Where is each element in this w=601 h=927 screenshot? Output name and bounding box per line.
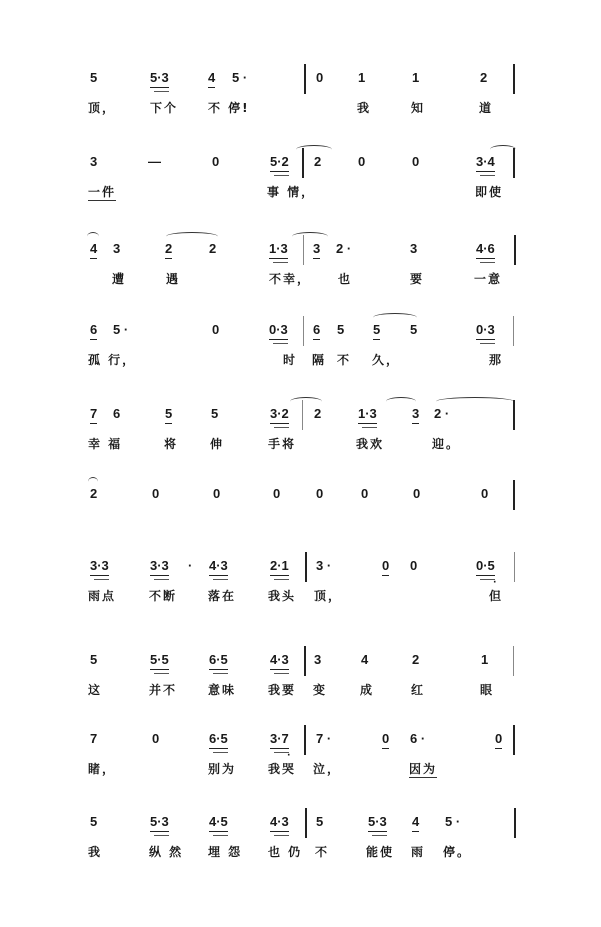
note: 0	[152, 486, 160, 501]
note: 1	[481, 652, 489, 667]
lyric: 我要	[268, 683, 297, 697]
note: 0	[481, 486, 489, 501]
note: 2	[412, 652, 420, 667]
lyric: 停。	[443, 845, 472, 859]
bar-line	[513, 725, 515, 755]
note: 6·5	[209, 652, 228, 670]
slur-tie	[436, 397, 514, 406]
note: 6	[90, 322, 97, 340]
score-system	[0, 406, 601, 476]
note: 4·3	[270, 652, 289, 670]
note: 5	[90, 814, 98, 829]
slur-tie	[296, 145, 332, 154]
lyric: 雨点	[88, 589, 117, 603]
score-system	[0, 652, 601, 722]
lyric: 时	[283, 353, 298, 367]
note: —	[148, 154, 161, 169]
note: 6	[113, 406, 121, 421]
lyric: 下个	[150, 101, 179, 115]
note: 3	[412, 406, 419, 424]
note: 3·3	[90, 558, 109, 576]
octave-dot: ·	[493, 578, 497, 588]
note: 2	[480, 70, 488, 85]
note: 7	[90, 731, 98, 746]
lyric: 但	[489, 589, 504, 603]
note: 0	[382, 731, 389, 749]
bar-line	[514, 552, 515, 582]
note: 0	[212, 322, 220, 337]
lyric: 埋 怨	[208, 845, 243, 859]
lyric: 即使	[475, 185, 504, 199]
lyric: 眼	[480, 683, 495, 697]
lyric: 落在	[208, 589, 237, 603]
note: 2	[314, 406, 322, 421]
note: 3 ·	[316, 558, 332, 573]
lyric: 手将	[268, 437, 297, 451]
bar-line	[304, 725, 306, 755]
note: 2 ·	[336, 241, 352, 256]
lyric: 顶，	[314, 589, 343, 603]
slur-tie	[87, 232, 99, 241]
note: 0	[410, 558, 418, 573]
lyric: 不	[315, 845, 330, 859]
note: 2	[165, 241, 172, 259]
note: 5·3	[150, 814, 169, 832]
lyric: 知	[411, 101, 426, 115]
slur-tie	[88, 477, 98, 486]
note: 2 ·	[434, 406, 450, 421]
bar-line	[514, 808, 516, 838]
note: 0	[382, 558, 389, 576]
lyric: 我哭	[268, 762, 297, 776]
note: 5	[165, 406, 172, 424]
score-system	[0, 486, 601, 556]
note: 5	[373, 322, 380, 340]
lyric: 不	[337, 353, 352, 367]
lyric: 不幸，	[269, 272, 312, 286]
note: 4·3	[270, 814, 289, 832]
note: 1·3	[269, 241, 288, 259]
note: 0	[413, 486, 421, 501]
lyric: 将	[164, 437, 179, 451]
note: 2	[90, 486, 98, 501]
note: 1	[358, 70, 366, 85]
note: 5	[316, 814, 324, 829]
note: 5	[211, 406, 219, 421]
note: 6 ·	[410, 731, 426, 746]
lyric: 变	[313, 683, 328, 697]
slur-tie	[373, 313, 417, 322]
lyric: 意味	[208, 683, 237, 697]
note: 0	[316, 70, 324, 85]
note: 0·3	[476, 322, 495, 340]
note: 1·3	[358, 406, 377, 424]
lyric: 因为	[409, 762, 438, 776]
note: 5 ·	[232, 70, 248, 85]
bar-line	[513, 480, 515, 510]
note: 4	[361, 652, 369, 667]
lyric: 能使	[366, 845, 395, 859]
lyric: 这	[88, 683, 103, 697]
slur-tie	[292, 232, 328, 241]
note: 5	[90, 652, 98, 667]
note: 2·1	[270, 558, 289, 576]
lyric: 孤 行，	[88, 353, 137, 367]
bar-line	[513, 646, 514, 676]
note: 5 ·	[113, 322, 129, 337]
lyric: 红	[411, 683, 426, 697]
lyric: 成	[360, 683, 375, 697]
note: 4·3	[209, 558, 228, 576]
lyric: 道	[479, 101, 494, 115]
score-system	[0, 70, 601, 140]
bar-line	[304, 646, 306, 676]
lyric: 要	[410, 272, 425, 286]
note: 3·4	[476, 154, 495, 172]
slur-tie	[166, 232, 218, 241]
score-system	[0, 814, 601, 884]
note: 3	[314, 652, 322, 667]
note: 7 ·	[316, 731, 332, 746]
lyric: 一件	[88, 185, 117, 199]
lyric: 睹，	[88, 762, 117, 776]
lyric: 隔	[312, 353, 327, 367]
note: 3	[313, 241, 320, 259]
note: 4·5	[209, 814, 228, 832]
note: 3	[410, 241, 418, 256]
lyric: 别为	[208, 762, 237, 776]
note: 5·3	[368, 814, 387, 832]
lyric: 泣，	[313, 762, 342, 776]
note: 5·2	[270, 154, 289, 172]
note: 0	[212, 154, 220, 169]
note: 2	[209, 241, 217, 256]
lyric: 我	[357, 101, 372, 115]
note: 3	[90, 154, 98, 169]
lyric: 雨	[411, 845, 426, 859]
note: 5·5	[150, 652, 169, 670]
note: 0·5	[476, 558, 495, 576]
note: 2	[314, 154, 322, 169]
lyric: 久，	[372, 353, 401, 367]
bar-line	[514, 235, 516, 265]
slur-tie	[386, 397, 416, 406]
lyric: 一意	[474, 272, 503, 286]
note: 4·6	[476, 241, 495, 259]
lyric: 遭	[112, 272, 127, 286]
lyric: 并不	[149, 683, 178, 697]
lyric: 事 情，	[267, 185, 316, 199]
score-system	[0, 322, 601, 392]
note: 0	[152, 731, 160, 746]
score-system	[0, 731, 601, 801]
note: 0	[213, 486, 221, 501]
note: 0	[316, 486, 324, 501]
lyric: 也 仍	[268, 845, 303, 859]
note: ·	[188, 558, 193, 573]
note: 3	[113, 241, 121, 256]
bar-line	[305, 808, 307, 838]
bar-line	[305, 552, 307, 582]
note: 0	[412, 154, 420, 169]
note: 3·3	[150, 558, 169, 576]
lyric: 那	[489, 353, 504, 367]
note: 7	[90, 406, 97, 424]
lyric: 不 停!	[208, 101, 250, 115]
lyric: 也	[338, 272, 353, 286]
lyric: 幸 福	[88, 437, 123, 451]
note: 5	[337, 322, 345, 337]
note: 1	[412, 70, 420, 85]
note: 3·7	[270, 731, 289, 749]
note: 6	[313, 322, 320, 340]
note: 5	[410, 322, 418, 337]
note: 4	[90, 241, 97, 259]
lyric: 纵 然	[149, 845, 184, 859]
lyric: 伸	[210, 437, 225, 451]
note: 0	[495, 731, 502, 749]
bar-line	[303, 316, 304, 346]
note: 4	[208, 70, 215, 88]
lyric: 顶，	[88, 101, 117, 115]
octave-dot: ·	[287, 751, 291, 761]
lyric: 我欢	[356, 437, 385, 451]
score-system	[0, 154, 601, 224]
note: 3·2	[270, 406, 289, 424]
note: 5 ·	[445, 814, 461, 829]
note: 0	[273, 486, 281, 501]
note: 6·5	[209, 731, 228, 749]
score-system	[0, 558, 601, 628]
note: 4	[412, 814, 419, 832]
bar-line	[513, 316, 514, 346]
lyric: 我	[88, 845, 103, 859]
lyric: 迎。	[432, 437, 461, 451]
lyric: 遇	[166, 272, 181, 286]
note: 0	[361, 486, 369, 501]
bar-line	[513, 64, 515, 94]
bar-line	[304, 64, 306, 94]
note: 5	[90, 70, 98, 85]
slur-tie	[490, 145, 516, 154]
note: 0	[358, 154, 366, 169]
score-system	[0, 241, 601, 311]
note: 5·3	[150, 70, 169, 88]
lyric: 我头	[268, 589, 297, 603]
lyric: 不断	[149, 589, 178, 603]
slur-tie	[290, 397, 322, 406]
note: 0·3	[269, 322, 288, 340]
